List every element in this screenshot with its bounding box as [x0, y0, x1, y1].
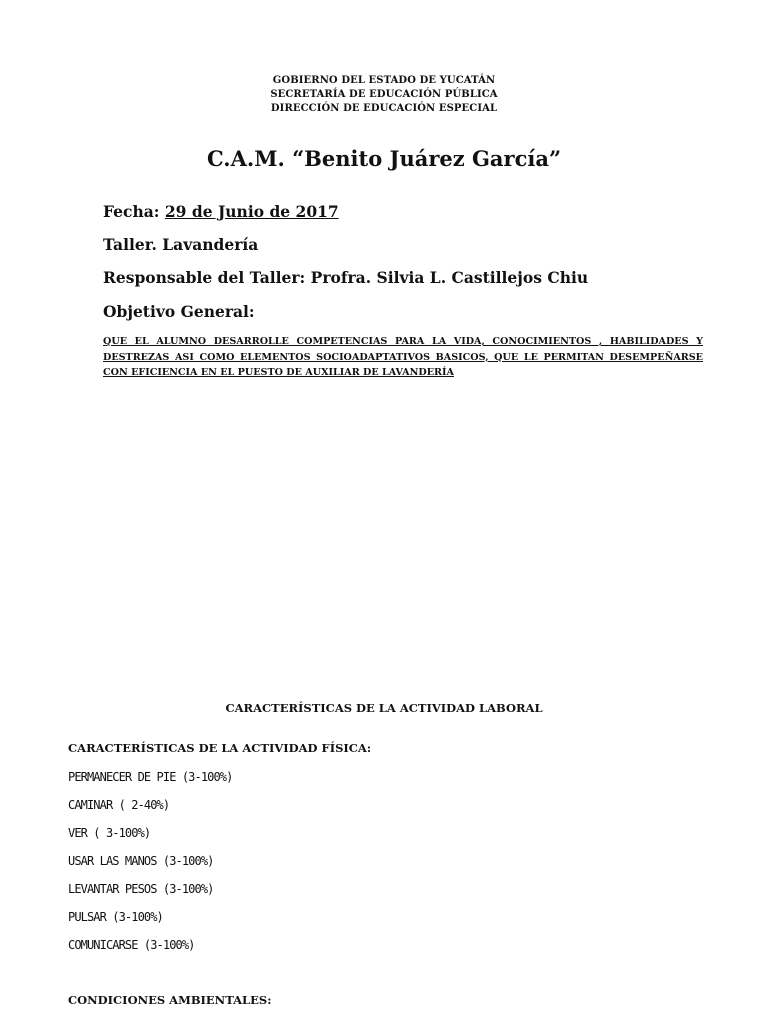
- list-item: LEVANTAR PESOS (3-100%): [68, 882, 214, 896]
- list-item: PERMANECER DE PIE (3-100%): [68, 770, 233, 784]
- physical-activity-heading: CARACTERÍSTICAS DE LA ACTIVIDAD FÍSICA:: [68, 741, 372, 755]
- school-title: C.A.M. “Benito Juárez García”: [206, 146, 562, 171]
- header-secretariat: SECRETARÍA DE EDUCACIÓN PÚBLICA: [270, 89, 498, 100]
- list-item: USAR LAS MANOS (3-100%): [68, 854, 214, 868]
- physical-activity-list: [68, 768, 232, 964]
- date-field: [103, 202, 339, 221]
- list-item: VER ( 3-100%): [68, 826, 151, 840]
- section-title: CARACTERÍSTICAS DE LA ACTIVIDAD LABORAL: [225, 701, 543, 715]
- header-directorate: DIRECCIÓN DE EDUCACIÓN ESPECIAL: [270, 103, 498, 114]
- list-item: PULSAR (3-100%): [68, 910, 163, 924]
- list-item: COMUNICARSE (3-100%): [68, 938, 195, 952]
- workshop-field: Taller. Lavandería: [103, 235, 259, 254]
- date-label: Fecha:: [103, 202, 165, 221]
- list-item: CAMINAR ( 2-40%): [68, 798, 170, 812]
- objective-label: Objetivo General:: [103, 302, 255, 321]
- header-government: GOBIERNO DEL ESTADO DE YUCATÁN: [272, 75, 496, 86]
- date-value: 29 de Junio de 2017: [164, 202, 339, 221]
- responsible-field: Responsable del Taller: Profra. Silvia L. Castillejos Chiu: [103, 268, 589, 287]
- environmental-conditions-heading: CONDICIONES AMBIENTALES:: [68, 993, 272, 1007]
- objective-text: QUE EL ALUMNO DESARROLLE COMPETENCIAS PARA LA VIDA, CONOCIMIENTOS , HABILIDADES Y DESTREZAS ASI COMO ELEMENTOS SOCIOADAPTATIVOS BASICOS, QUE LE PERMITAN DESEMPEÑARSE CON EFICIENCIA EN EL PUESTO DE AUXILIAR DE LAVANDERÍA: [103, 336, 703, 378]
